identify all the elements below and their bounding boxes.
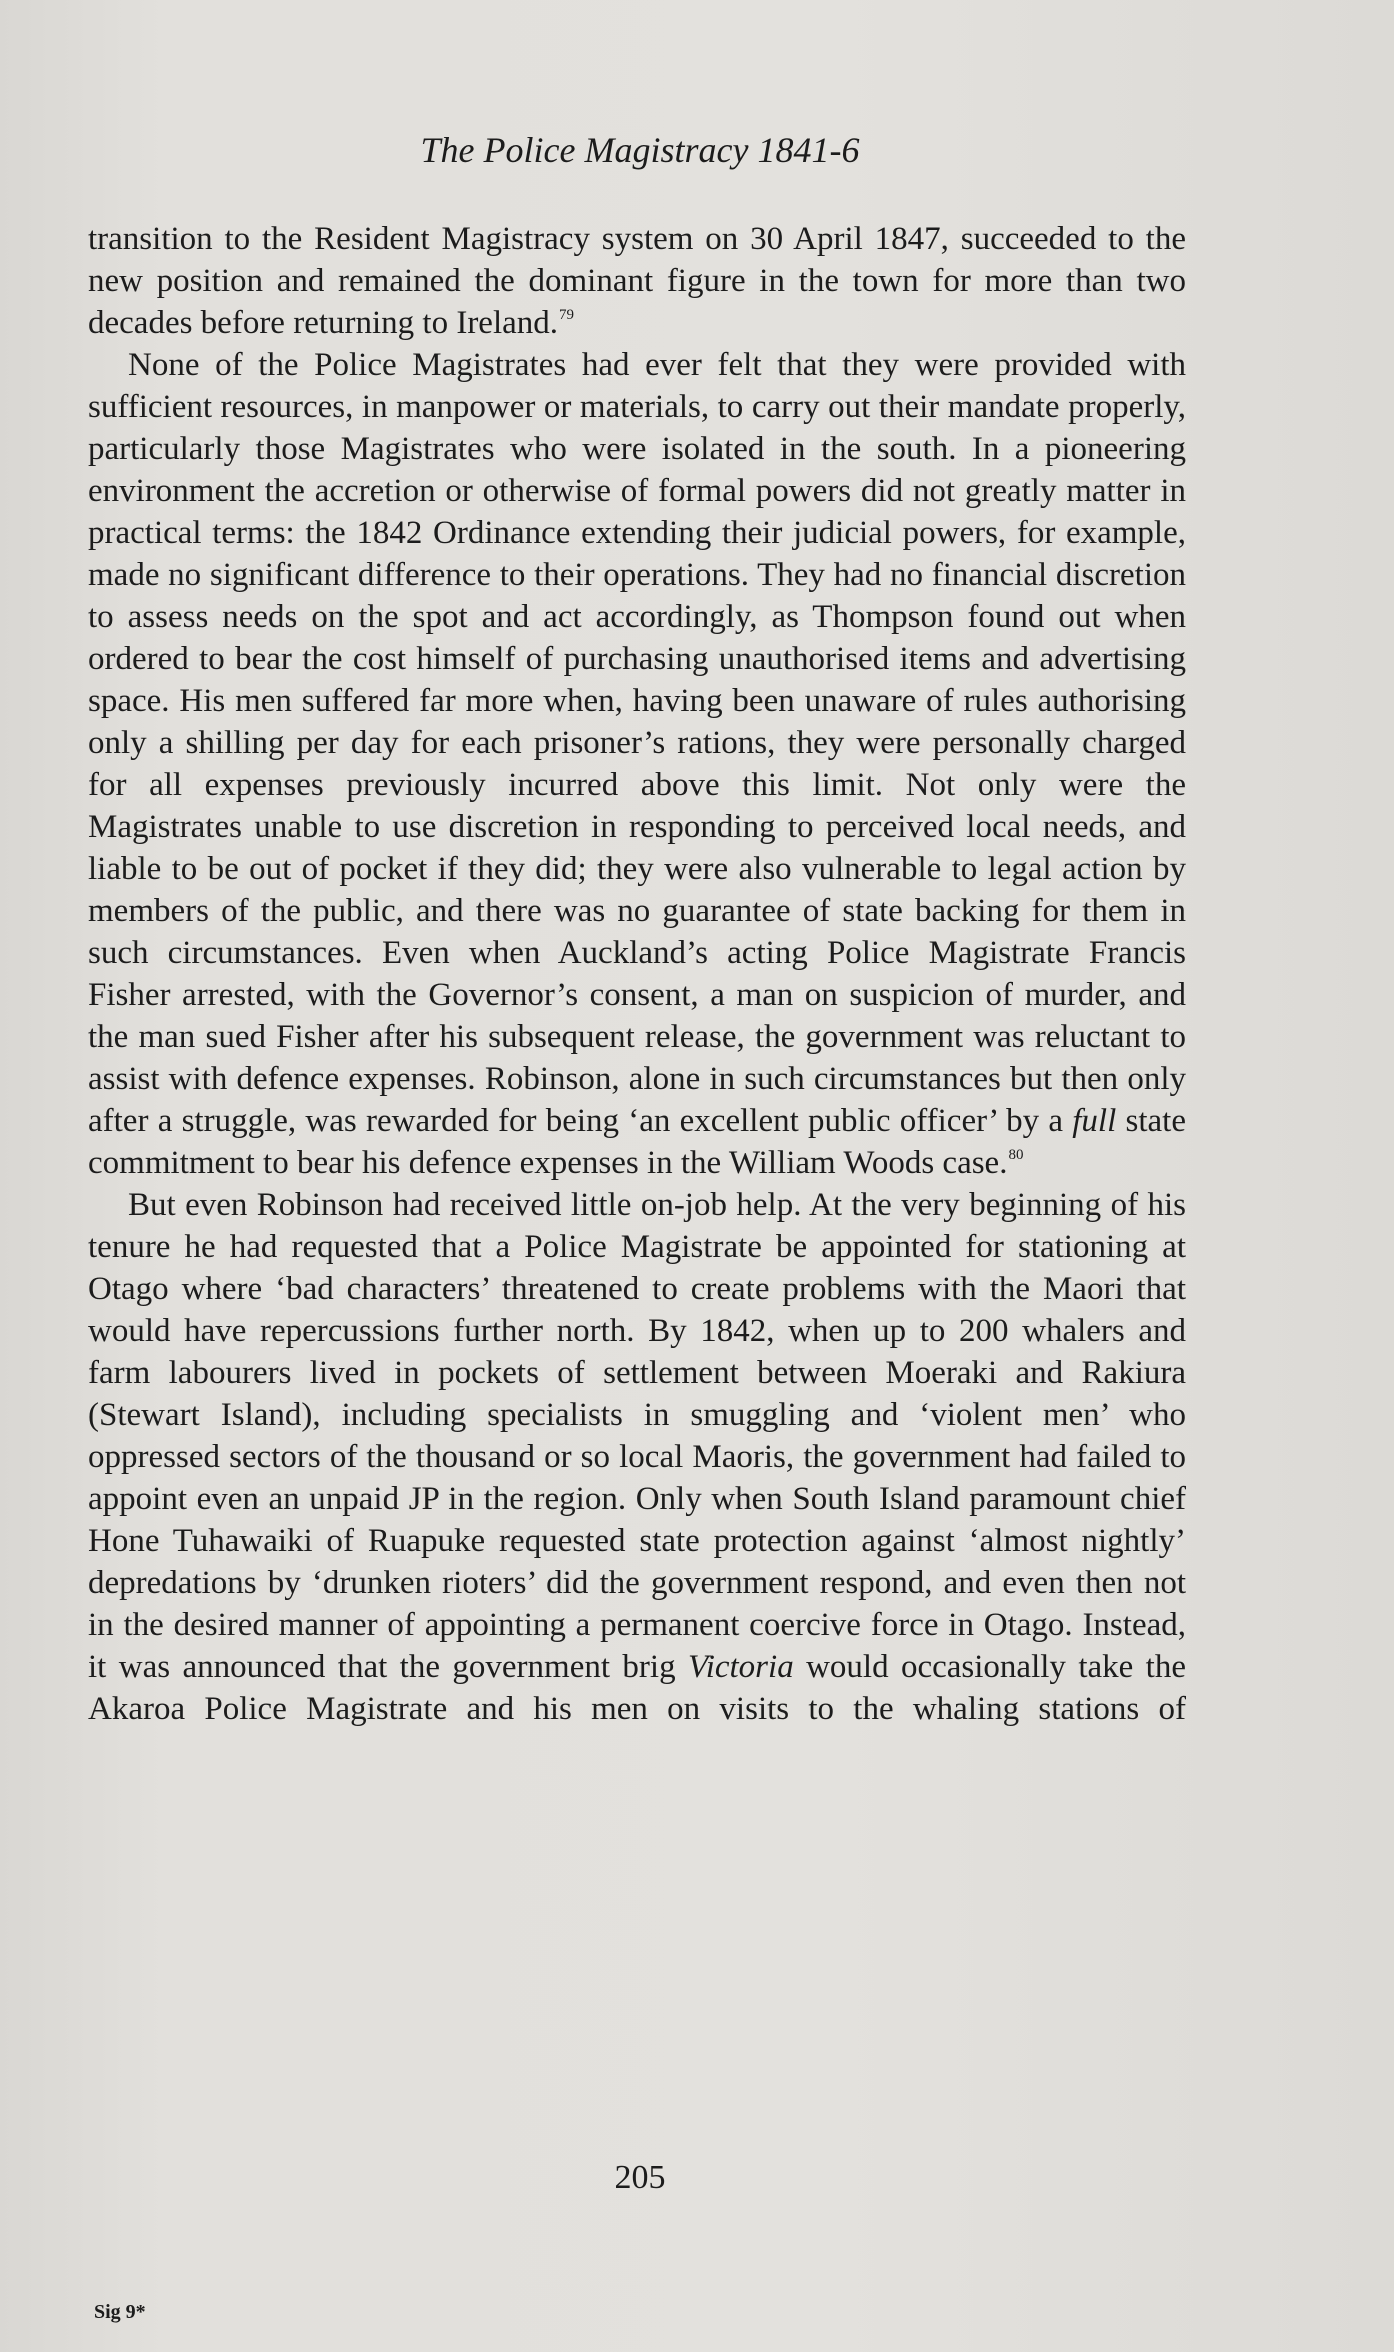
paragraph-text: But even Robinson had received little on-job help. At the very beginning of his tenure he had requested that a Police Magistrate be appointed for stationing at Otago where ‘bad characters’ threatened to create problems with the Maori that would have repercussions further north. By 1842, when up to 200 whalers and farm labourers lived in pockets of settlement between Moeraki and Rakiura (Stewart Island), including specialists in smuggling and ‘violent men’ who oppressed sectors of the thousand or so local Maoris, the government had failed to appoint even an unpaid JP in the region. Only when South Island paramount chief Hone Tuhawaiki of Ruapuke requested state protection against ‘almost nightly’ depredations by ‘drunken rioters’ did the government respond, and even then not in the desired manner of appointing a permanent coercive force in Otago. Instead, it was announced that the government brig: [88, 1187, 1186, 1685]
footnote-reference: 79: [559, 307, 575, 323]
emphasis-text: Victoria: [687, 1649, 794, 1685]
paragraph-text: state commitment to bear his defence expenses in the William Woods case.: [88, 1103, 1186, 1181]
paragraph-text: transition to the Resident Magistracy system on 30 April 1847, succeeded to the new position and remained the dominant figure in the town for more than two decades before returning to Ireland.: [88, 221, 1186, 341]
paragraph: [88, 1184, 1186, 1730]
paragraph: [88, 218, 1186, 344]
paragraph: [88, 344, 1186, 1184]
emphasis-text: full: [1072, 1103, 1117, 1139]
body-text: [88, 218, 1186, 1730]
page-number: 205: [614, 2159, 666, 2196]
paragraph-text: None of the Police Magistrates had ever felt that they were provided with sufficient resources, in manpower or materials, to carry out their mandate properly, particularly those Magistrates who were isolated in the south. In a pioneering environment the accretion or otherwise of formal powers did not greatly matter in practical terms: the 1842 Ordinance extending their judicial powers, for example, made no significant difference to their operations. They had no financial discretion to assess needs on the spot and act accordingly, as Thompson found out when ordered to bear the cost himself of purchasing unauthorised items and advertising space. His men suffered far more when, having been unaware of rules authorising only a shilling per day for each prisoner’s rations, they were personally charged for all expenses previously incurred above this limit. Not only were the Magistrates unable to use discretion in responding to perceived local needs, and liable to be out of pocket if they did; they were also vulnerable to legal action by members of the public, and there was no guarantee of state backing for them in such circumstances. Even when Auckland’s acting Police Magistrate Francis Fisher arrested, with the Governor’s consent, a man on suspicion of murder, and the man sued Fisher after his subsequent release, the government was reluctant to assist with defence expenses. Robinson, alone in such circumstances but then only after a struggle, was rewarded for being ‘an excellent public officer’ by a: [88, 347, 1186, 1139]
footnote-reference: 80: [1008, 1147, 1024, 1163]
running-head: The Police Magistracy 1841-6: [420, 130, 860, 170]
signature-mark: Sig 9*: [94, 2301, 146, 2323]
paragraph-text: would occasionally take the Akaroa Police Magistrate and his men on visits to the whaling stations of: [88, 1649, 1186, 1727]
